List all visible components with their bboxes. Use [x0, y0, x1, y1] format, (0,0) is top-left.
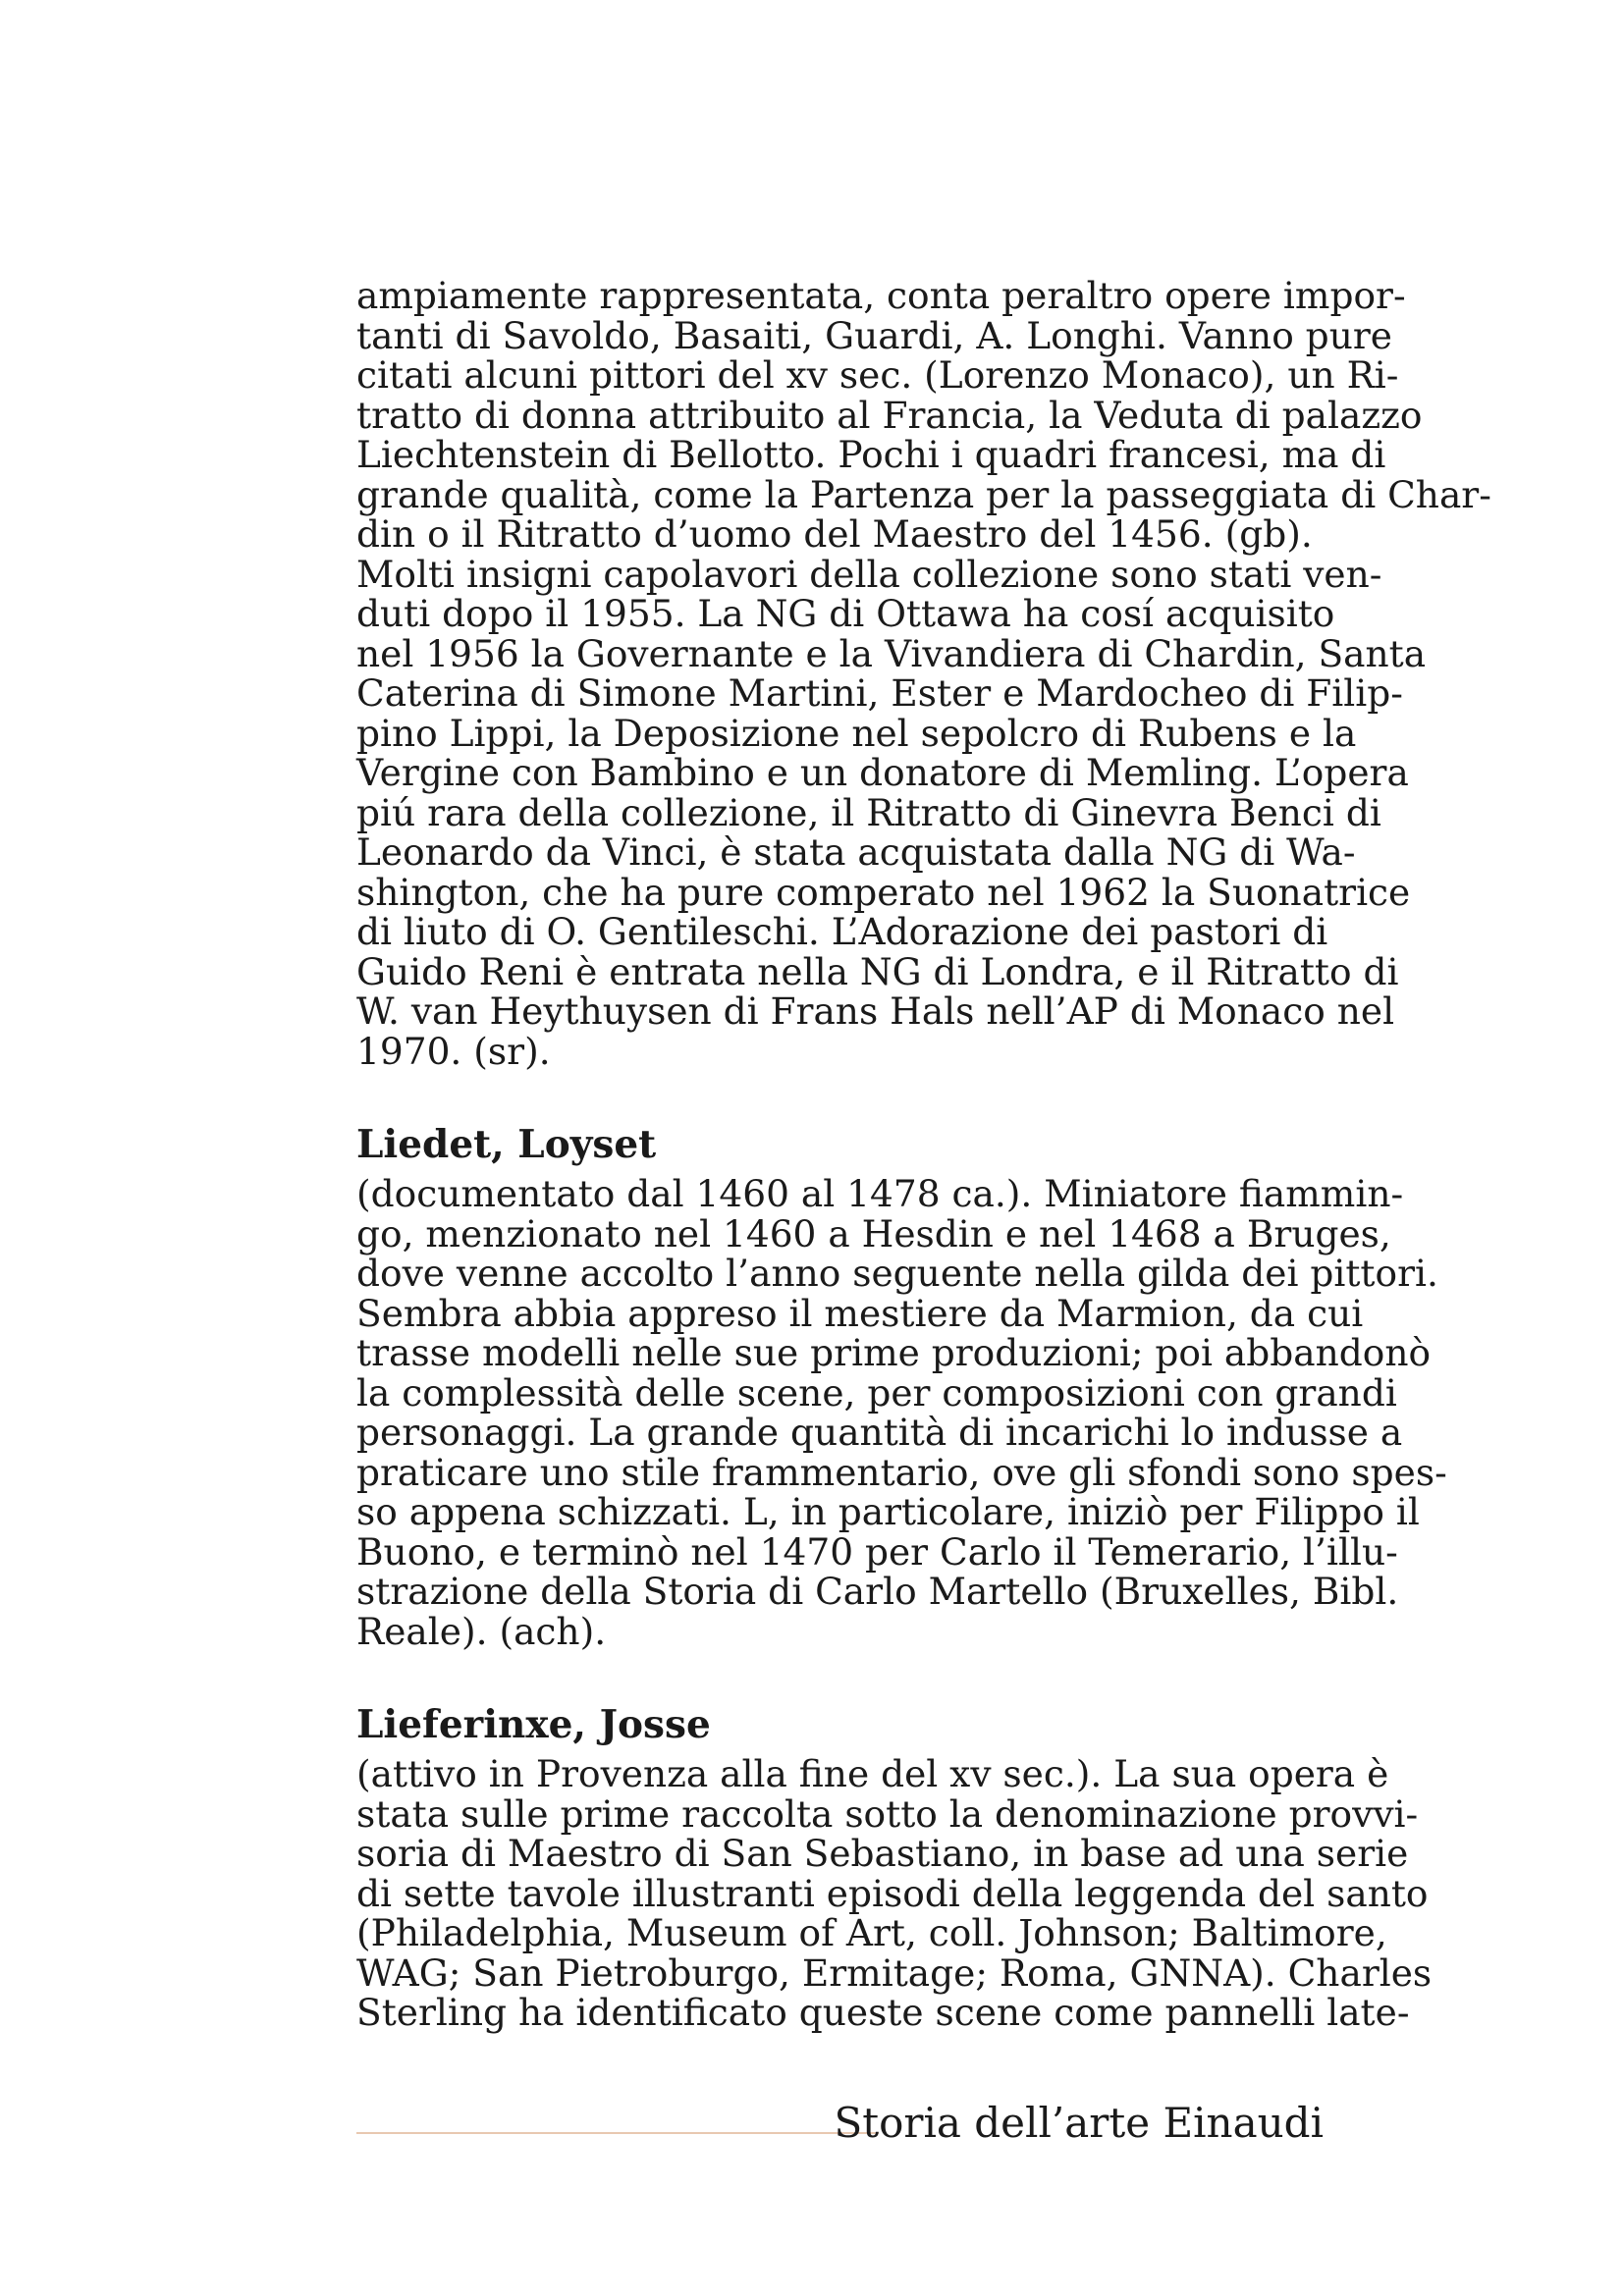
footer-rule — [356, 2132, 879, 2134]
text-line: Caterina di Simone Martini, Ester e Mardocheo di Filip- — [356, 671, 1403, 715]
text-line: WAG; San Pietroburgo, Ermitage; Roma, GNNA). Charles — [356, 1950, 1433, 1995]
text-line: so appena schizzati. L, in particolare, iniziò per Filippo il — [356, 1490, 1420, 1533]
text-line: Leonardo da Vinci, è stata acquistata dalla NG di Wa- — [356, 830, 1356, 874]
page-body — [356, 274, 1491, 2034]
text-line: piú rara della collezione, il Ritratto di Ginevra Benci di — [356, 790, 1381, 834]
text-line: duti dopo il 1955. La NG di Ottawa ha cosí acquisito — [356, 592, 1335, 635]
section-spacer — [356, 1651, 1324, 1700]
text-line: citati alcuni pittori del xv sec. (Lorenzo Monaco), un Ri- — [356, 353, 1399, 397]
text-line: di sette tavole illustranti episodi della leggenda del santo — [356, 1871, 1429, 1915]
text-line: Molti insigni capolavori della collezione sono stati ven- — [356, 552, 1382, 596]
text-line: din o il Ritratto d’uomo del Maestro del 1456. (gb). — [356, 512, 1313, 556]
text-line: stata sulle prime raccolta sotto la denominazione provvi- — [356, 1791, 1419, 1836]
dictionary-entry — [356, 1700, 1433, 2034]
text-line: (documentato dal 1460 al 1478 ca.). Miniatore fiammin- — [356, 1172, 1404, 1215]
text-line: 1970. (sr). — [356, 1029, 551, 1073]
text-line: personaggi. La grande quantità di incarichi lo indusse a — [356, 1411, 1403, 1454]
text-line: Reale). (ach). — [356, 1609, 607, 1653]
entry-heading: Lieferinxe, Josse — [356, 1702, 711, 1747]
section-spacer — [356, 1071, 1324, 1120]
text-line: nel 1956 la Governante e la Vivandiera di Chardin, Santa — [356, 631, 1427, 675]
text-line: shington, che ha pure comperato nel 1962 la Suonatrice — [356, 870, 1411, 914]
text-line: dove venne accolto l’anno seguente nella gilda dei pittori. — [356, 1252, 1438, 1295]
page-footer — [356, 2091, 1324, 2150]
dictionary-entry — [356, 1120, 1447, 1653]
text-line: tanti di Savoldo, Basaiti, Guardi, A. Longhi. Vanno pure — [356, 313, 1392, 357]
text-line: W. van Heythuysen di Frans Hals nell’AP di Monaco nel — [356, 989, 1395, 1033]
text-line: soria di Maestro di San Sebastiano, in base ad una serie — [356, 1832, 1409, 1875]
paragraph — [356, 552, 1427, 1073]
text-line: Sembra abbia appreso il mestiere da Marmion, da cui — [356, 1291, 1364, 1335]
text-line: Guido Reni è entrata nella NG di Londra, e il Ritratto di — [356, 949, 1399, 993]
entry-heading: Liedet, Loyset — [356, 1122, 657, 1167]
text-line: Vergine con Bambino e un donatore di Memling. L’opera — [356, 751, 1409, 794]
text-line: ampiamente rappresentata, conta peraltro opere impor- — [356, 274, 1406, 317]
text-line: pino Lippi, la Deposizione nel sepolcro di Rubens e la — [356, 711, 1357, 755]
text-line: di liuto di O. Gentileschi. L’Adorazione dei pastori di — [356, 910, 1328, 953]
text-line: Sterling ha identificato queste scene come pannelli late- — [356, 1991, 1410, 2034]
text-line: Buono, e terminò nel 1470 per Carlo il Temerario, l’illu- — [356, 1529, 1398, 1574]
text-line: (attivo in Provenza alla fine del xv sec.). La sua opera è — [356, 1752, 1389, 1795]
paragraph — [356, 274, 1491, 556]
text-line: tratto di donna attribuito al Francia, la Veduta di palazzo — [356, 393, 1423, 437]
text-line: trasse modelli nelle sue prime produzioni; poi abbandonò — [356, 1331, 1432, 1374]
text-line: Liechtenstein di Bellotto. Pochi i quadri francesi, ma di — [356, 433, 1386, 476]
footer-title: Storia dell’arte Einaudi — [834, 2099, 1324, 2147]
text-line: la complessità delle scene, per composizioni con grandi — [356, 1370, 1397, 1415]
text-line: (Philadelphia, Museum of Art, coll. Johnson; Baltimore, — [356, 1911, 1387, 1954]
text-line: grande qualità, come la Partenza per la passeggiata di Char- — [356, 472, 1491, 516]
text-line: go, menzionato nel 1460 a Hesdin e nel 1468 a Bruges, — [356, 1211, 1391, 1255]
text-line: strazione della Storia di Carlo Martello (Bruxelles, Bibl. — [356, 1570, 1399, 1613]
text-line: praticare uno stile frammentario, ove gli sfondi sono spes- — [356, 1450, 1447, 1494]
